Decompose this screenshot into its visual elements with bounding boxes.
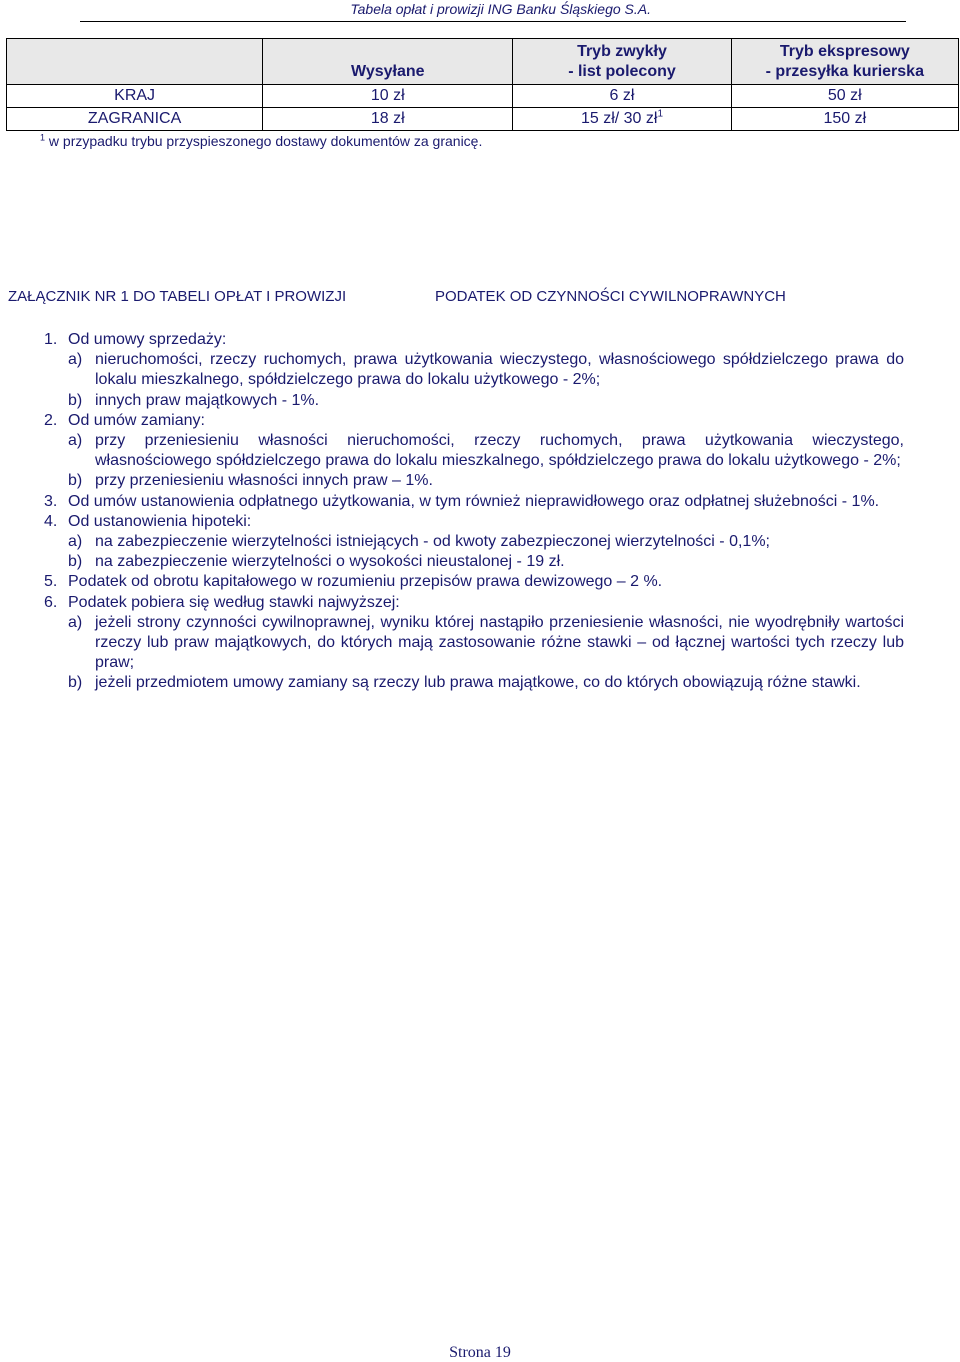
list-item-text: Podatek pobiera się według stawki najwyższej: bbox=[68, 593, 400, 611]
cell-normal-value: 15 zł/ 30 zł bbox=[580, 110, 658, 127]
header-normal-line2: - list polecony bbox=[568, 63, 676, 80]
tax-list bbox=[40, 330, 904, 694]
fee-table bbox=[6, 38, 959, 131]
page-header bbox=[80, 0, 906, 22]
list-item-number: 1. bbox=[44, 331, 58, 348]
header-express-line1: Tryb ekspresowy bbox=[779, 43, 910, 60]
list-subitem bbox=[40, 552, 904, 572]
list-item bbox=[40, 593, 904, 613]
list-item-number: 6. bbox=[44, 593, 58, 611]
list-subitem-text: jeżeli strony czynności cywilnoprawnej, wyniku której nastąpiło przeniesienie własności, nie wyodrębniły wartości rzeczy lub praw majątkowych, do których mają zastosowanie różne stawki – od łącznej wartości tych rzeczy lub praw; bbox=[95, 613, 904, 672]
fee-table-header bbox=[7, 39, 959, 85]
footnote-ref: 1 bbox=[657, 108, 663, 120]
list-subitem bbox=[40, 431, 904, 471]
list-subitem-text: innych praw majątkowych - 1%. bbox=[95, 391, 320, 409]
list-subitem-text: przy przeniesieniu własności nieruchomości, rzeczy ruchomych, prawa użytkowania wieczystego, własnościowego spółdzielczego prawa do lokalu mieszkalnego, spółdzielczego prawa do lokalu użytkowego - 2%; bbox=[95, 432, 904, 470]
list-subitem-label: a) bbox=[68, 533, 83, 551]
list-subitem bbox=[40, 471, 904, 491]
list-item-number: 5. bbox=[44, 573, 58, 591]
footnote-text: w przypadku trybu przyspieszonego dostawy dokumentów za granicę. bbox=[48, 133, 483, 149]
list-subitem-label: a) bbox=[68, 432, 83, 450]
list-item-text: Od umowy sprzedaży: bbox=[68, 331, 227, 348]
list-item bbox=[40, 411, 904, 431]
list-item bbox=[40, 512, 904, 532]
cell-express: 50 zł bbox=[731, 85, 958, 108]
list-subitem bbox=[40, 350, 904, 390]
list-item-number: 2. bbox=[44, 411, 58, 429]
list-subitem-label: b) bbox=[68, 472, 83, 490]
list-subitem-label: a) bbox=[68, 613, 83, 631]
table-row bbox=[7, 85, 959, 108]
list-item bbox=[40, 492, 904, 512]
list-subitem-text: przy przeniesieniu własności innych praw – 1%. bbox=[95, 472, 433, 490]
header-title: Tabela opłat i prowizji ING Banku Śląskiego S.A. bbox=[350, 1, 651, 17]
list-item-text: Od umów zamiany: bbox=[68, 411, 205, 429]
header-express-line2: - przesyłka kurierska bbox=[765, 63, 924, 80]
cell-normal: 6 zł bbox=[513, 85, 731, 108]
list-subitem-text: jeżeli przedmiotem umowy zamiany są rzeczy lub prawa majątkowe, co do których obowiązują różne stawki. bbox=[95, 674, 861, 692]
header-cell-normal bbox=[513, 39, 731, 85]
footnote-mark: 1 bbox=[40, 132, 46, 143]
list-subitem-text: na zabezpieczenie wierzytelności istniejących - od kwoty zabezpieczonej wierzytelności - 0,1%; bbox=[95, 533, 770, 551]
header-cell-sent: Wysyłane bbox=[263, 39, 513, 85]
list-item-number: 4. bbox=[44, 512, 58, 530]
list-item-text: Od ustanowienia hipoteki: bbox=[68, 512, 252, 530]
list-item-text: Od umów ustanowienia odpłatnego użytkowania, w tym również nieprawidłowego oraz odpłatnej służebności - 1%. bbox=[68, 492, 880, 510]
header-cell-express bbox=[731, 39, 958, 85]
cell-sent: 18 zł bbox=[263, 108, 513, 131]
list-subitem bbox=[40, 673, 904, 693]
row-label: ZAGRANICA bbox=[7, 108, 263, 131]
cell-sent: 10 zł bbox=[263, 85, 513, 108]
list-subitem-text: na zabezpieczenie wierzytelności o wysokości nieustalonej - 19 zł. bbox=[95, 553, 565, 571]
page-number: Strona 19 bbox=[449, 1344, 511, 1361]
footnote bbox=[40, 132, 482, 150]
annex-title-right: PODATEK OD CZYNNOŚCI CYWILNOPRAWNYCH bbox=[435, 288, 786, 305]
list-subitem-label: b) bbox=[68, 391, 83, 409]
header-cell-empty bbox=[7, 39, 263, 85]
list-subitem bbox=[40, 613, 904, 674]
cell-express: 150 zł bbox=[731, 108, 958, 131]
list-subitem-label: b) bbox=[68, 674, 83, 692]
annex-title-left: ZAŁĄCZNIK NR 1 DO TABELI OPŁAT I PROWIZJI bbox=[8, 288, 347, 305]
table-row bbox=[7, 108, 959, 131]
annex-title bbox=[8, 288, 786, 305]
list-subitem bbox=[40, 532, 904, 552]
cell-normal bbox=[513, 108, 731, 131]
list-subitem-label: b) bbox=[68, 553, 83, 571]
list-subitem bbox=[40, 391, 904, 411]
header-normal-line1: Tryb zwykły bbox=[577, 43, 667, 60]
list-subitem-text: nieruchomości, rzeczy ruchomych, prawa użytkowania wieczystego, własnościowego spółdzielczego prawa do lokalu mieszkalnego, spółdzielczego prawa do lokalu użytkowego - 2%; bbox=[95, 351, 904, 389]
list-item-number: 3. bbox=[44, 492, 58, 510]
list-item-text: Podatek od obrotu kapitałowego w rozumieniu przepisów prawa dewizowego – 2 %. bbox=[68, 573, 663, 591]
row-label: KRAJ bbox=[7, 85, 263, 108]
list-subitem-label: a) bbox=[68, 351, 83, 369]
list-item bbox=[40, 330, 904, 350]
list-item bbox=[40, 572, 904, 592]
